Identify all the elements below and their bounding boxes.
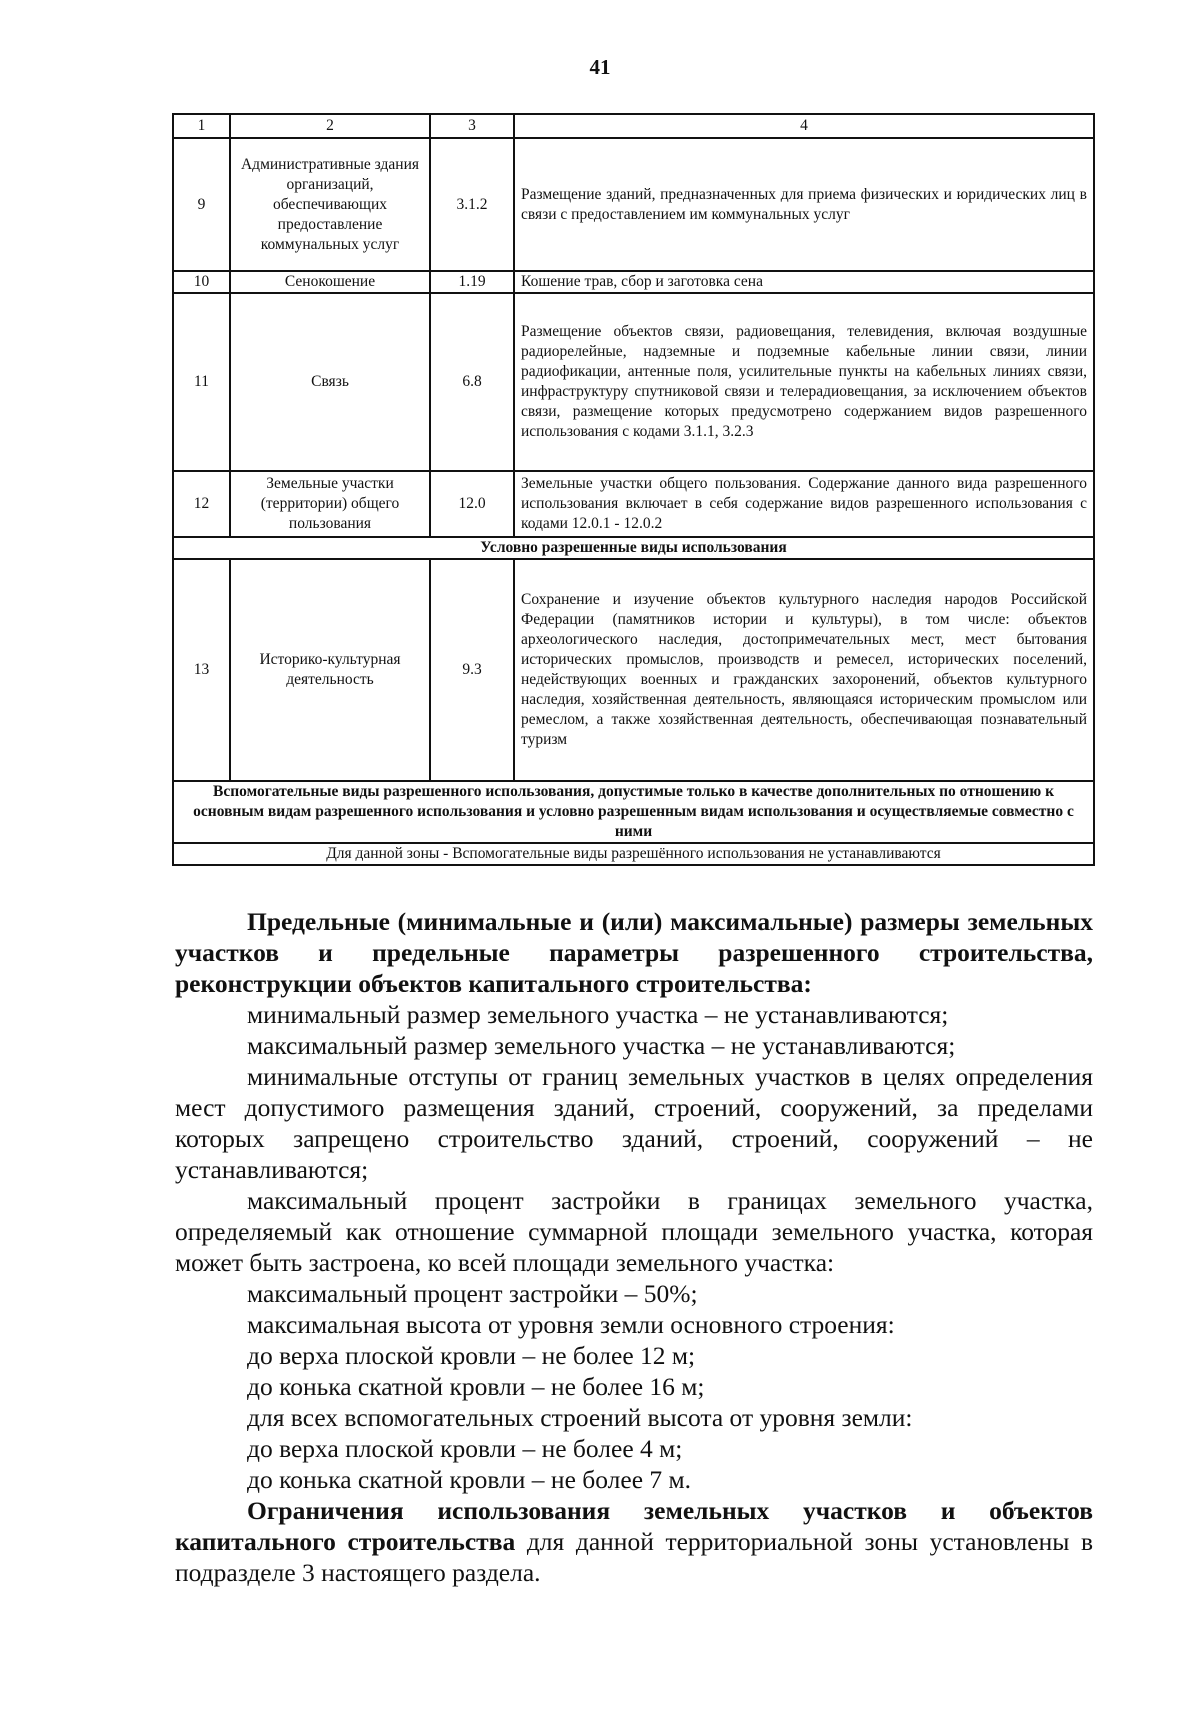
page-number: 41 xyxy=(589,55,611,79)
header-cell: 4 xyxy=(514,114,1094,138)
use-code: 6.8 xyxy=(430,293,514,471)
parameter-line: минимальный размер земельного участка – не устанавливаются; xyxy=(247,1000,949,1029)
row-number: 9 xyxy=(173,138,230,271)
table-header-row xyxy=(173,114,1094,138)
row-number: 12 xyxy=(173,471,230,537)
conditional-section-title: Условно разрешенные виды использования xyxy=(173,537,1094,559)
header-cell: 3 xyxy=(430,114,514,138)
use-description: Земельные участки общего пользования. Содержание данного вида разрешенного использования включает в себя содержание видов разрешенного использования с кодами 12.0.1 - 12.0.2 xyxy=(514,471,1094,537)
parameter-line: до верха плоской кровли – не более 4 м; xyxy=(247,1434,683,1463)
parameter-line: до конька скатной кровли – не более 7 м. xyxy=(247,1465,692,1494)
auxiliary-note: Для данной зоны - Вспомогательные виды разрешённого использования не устанавливаются xyxy=(173,843,1094,865)
parameter-line: для всех вспомогательных строений высота от уровня земли: xyxy=(247,1403,913,1432)
use-description: Размещение объектов связи, радиовещания, телевидения, включая воздушные радиорелейные, надземные и подземные кабельные линии связи, линии радиофикации, антенные поля, усилительные пункты на кабельных линиях связи, инфраструктуру спутниковой связи и телерадиовещания, за исключением объектов связи, размещение которых предусмотрено содержанием видов разрешенного использования с кодами 3.1.1, 3.2.3 xyxy=(514,293,1094,471)
use-name: Связь xyxy=(230,293,430,471)
parameter-line: до конька скатной кровли – не более 16 м; xyxy=(247,1372,705,1401)
table-row xyxy=(173,559,1094,781)
zone-parameters-text xyxy=(175,906,1093,1588)
restrictions-paragraph xyxy=(175,1495,1093,1588)
row-number: 13 xyxy=(173,559,230,781)
conditional-section-row xyxy=(173,537,1094,559)
row-number: 10 xyxy=(173,271,230,293)
use-code: 9.3 xyxy=(430,559,514,781)
use-name: Сенокошение xyxy=(230,271,430,293)
use-code: 3.1.2 xyxy=(430,138,514,271)
table-row xyxy=(173,293,1094,471)
use-code: 1.19 xyxy=(430,271,514,293)
use-name: Историко-культурная деятельность xyxy=(230,559,430,781)
parameter-line: максимальная высота от уровня земли основного строения: xyxy=(247,1310,895,1339)
use-description: Размещение зданий, предназначенных для приема физических и юридических лиц в связи с предоставлением им коммунальных услуг xyxy=(514,138,1094,271)
use-code: 12.0 xyxy=(430,471,514,537)
auxiliary-note-row xyxy=(173,843,1094,865)
restrictions-rest: для данной территориальной зоны установлены в подразделе 3 настоящего раздела. xyxy=(175,1527,1094,1587)
use-name: Административные здания организаций, обеспечивающих предоставление коммунальных услуг xyxy=(230,138,430,271)
parameter-line: максимальный процент застройки – 50%; xyxy=(247,1279,698,1308)
parameter-line: минимальные отступы от границ земельных участков в целях определения мест допустимого размещения зданий, строений, сооружений, за пределами которых запрещено строительство зданий, строений, сооружений – не устанавливаются; xyxy=(175,1062,1093,1184)
parameter-line: до верха плоской кровли – не более 12 м; xyxy=(247,1341,696,1370)
permitted-use-table xyxy=(172,113,1095,866)
use-name: Земельные участки (территории) общего пользования xyxy=(230,471,430,537)
restrictions-bold: Ограничения использования земельных участков и объектов капитального строительства xyxy=(175,1496,1093,1556)
auxiliary-section-row xyxy=(173,781,1094,843)
use-description: Кошение трав, сбор и заготовка сена xyxy=(514,271,1094,293)
use-description: Сохранение и изучение объектов культурного наследия народов Российской Федерации (памятников истории и культуры), в том числе: объектов археологического наследия, достопримечательных мест, мест бытования исторических промыслов, производств и ремесел, исторических поселений, недействующих военных и гражданских захоронений, объектов культурного наследия, хозяйственная деятельность, являющаяся историческим промыслом или ремеслом, а также хозяйственная деятельность, обеспечивающая познавательный туризм xyxy=(514,559,1094,781)
row-number: 11 xyxy=(173,293,230,471)
auxiliary-section-title: Вспомогательные виды разрешенного использования, допустимые только в качестве дополнительных по отношению к основным видам разрешенного использования и условно разрешенным видам использования и осуществляемые совместно с ними xyxy=(173,781,1094,843)
parameters-heading: Предельные (минимальные и (или) максимальные) размеры земельных участков и предельные параметры разрешенного строительства, реконструкции объектов капитального строительства: xyxy=(175,907,1093,998)
parameter-line: максимальный процент застройки в границах земельного участка, определяемый как отношение суммарной площади земельного участка, которая может быть застроена, ко всей площади земельного участка: xyxy=(175,1186,1093,1277)
table-row xyxy=(173,471,1094,537)
table-row xyxy=(173,271,1094,293)
table-row xyxy=(173,138,1094,271)
parameter-line: максимальный размер земельного участка – не устанавливаются; xyxy=(247,1031,956,1060)
header-cell: 1 xyxy=(173,114,230,138)
header-cell: 2 xyxy=(230,114,430,138)
